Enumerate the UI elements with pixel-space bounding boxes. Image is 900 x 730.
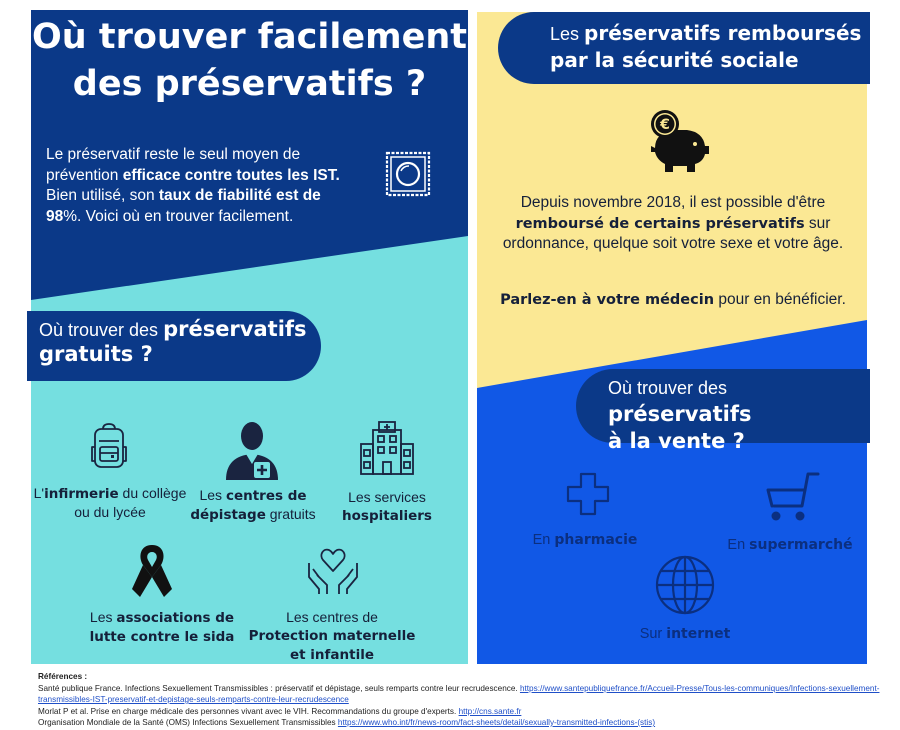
free-item-1-pre: Les xyxy=(199,487,226,503)
rembourse-call-to-action xyxy=(488,290,858,310)
page-title-line2: des préservatifs ? xyxy=(72,64,427,104)
vente-item-2-pre: Sur xyxy=(639,626,667,642)
piggy-bank-euro-icon xyxy=(647,106,711,176)
vente-item-1-bold: supermarché xyxy=(749,537,853,553)
free-heading-part1: Où trouver des xyxy=(39,320,164,340)
condom-package-icon xyxy=(385,151,431,197)
free-item-0-bold: infirmerie xyxy=(44,486,119,502)
rembourse-text-part1: Depuis novembre 2018, il est possible d'être xyxy=(520,194,826,211)
rembourse-text-bold: remboursé de certains préservatifs xyxy=(515,215,805,232)
intro-text xyxy=(46,145,346,227)
vente-item-1-pre: En xyxy=(727,537,750,553)
intro-bold2: taux de fiabilité est de 98 xyxy=(46,187,321,225)
free-item-3-bold: associations de lutte contre le sida xyxy=(89,610,235,645)
free-item-0-pre: L' xyxy=(33,485,45,501)
rembourse-section-heading xyxy=(498,12,870,84)
free-item-4-bold: Protection maternelle et infantile xyxy=(248,628,416,663)
free-item-1-bold: centres de dépistage xyxy=(190,488,307,523)
vente-item-0-pre: En xyxy=(532,532,555,548)
pharmacy-cross-icon xyxy=(566,472,610,516)
rembourse-heading-bold2: par la sécurité sociale xyxy=(550,48,799,72)
vente-item-internet xyxy=(630,626,740,642)
reference-1 xyxy=(38,683,888,706)
free-item-2-pre: Les services xyxy=(348,489,426,505)
vente-item-pharmacie xyxy=(530,532,640,548)
page-title-line1: Où trouver facilement xyxy=(32,17,467,57)
free-item-hospitaliers xyxy=(320,488,454,525)
rembourse-cta-rest: pour en bénéficier. xyxy=(714,291,846,308)
free-item-pmi xyxy=(246,608,418,664)
vente-heading-bold1: préservatifs xyxy=(608,402,752,426)
reference-3 xyxy=(38,717,888,729)
doctor-icon xyxy=(224,420,280,482)
free-heading-bold2: gratuits ? xyxy=(39,342,153,366)
vente-heading-part1: Où trouver des xyxy=(608,378,728,398)
free-item-associations xyxy=(88,608,236,646)
free-item-2-bold: hospitaliers xyxy=(342,508,432,524)
vente-item-2-bold: internet xyxy=(666,626,731,642)
intro-part3: %. Voici où en trouver facilement. xyxy=(63,207,294,225)
vente-item-0-bold: pharmacie xyxy=(554,532,638,548)
free-section-heading xyxy=(27,311,321,381)
reference-3-link[interactable]: https://www.who.int/fr/news-room/fact-sheets/detail/sexually-transmitted-infections-(stis) xyxy=(337,718,656,727)
vente-item-supermarche xyxy=(722,537,858,553)
intro-part2: Bien utilisé, son xyxy=(46,187,159,204)
reference-3-text: Organisation Mondiale de la Santé (OMS) Infections Sexuellement Transmissibles xyxy=(38,718,338,727)
references xyxy=(38,671,888,729)
rembourse-heading-bold1: préservatifs remboursés xyxy=(584,21,862,45)
free-item-infirmerie xyxy=(30,484,190,521)
references-heading: Références : xyxy=(38,672,88,681)
reference-2 xyxy=(38,706,888,718)
backpack-icon xyxy=(91,423,127,469)
reference-2-text: Morlat P et al. Prise en charge médicale des personnes vivant avec le VIH. Recommandations du groupe d'experts. xyxy=(38,706,459,716)
reference-2-link[interactable]: http://cns.sante.fr xyxy=(458,706,522,716)
rembourse-cta-bold: Parlez-en à votre médecin xyxy=(500,292,715,308)
intro-part1: Le préservatif reste le seul moyen de prévention xyxy=(46,146,301,184)
svg-text:€: € xyxy=(660,117,670,133)
free-item-3-pre: Les xyxy=(89,609,117,625)
ribbon-icon xyxy=(130,543,174,599)
free-heading-bold1: préservatifs xyxy=(163,317,307,341)
vente-section-heading xyxy=(576,369,870,453)
free-item-depistage xyxy=(180,486,326,524)
intro-bold1: efficace contre toutes les IST. xyxy=(122,166,340,184)
heart-hands-icon xyxy=(305,545,361,595)
globe-icon xyxy=(654,554,716,616)
reference-1-link[interactable]: https://www.santepubliquefrance.fr/Accueil-Presse/Tous-les-communiques/Infections-sexuellement-transmissibles-IST-preservatif-et-depistage-seuls-remparts-contre-leur-recrudescence xyxy=(38,683,880,704)
free-item-1-post: gratuits xyxy=(265,506,316,522)
vente-heading-bold2: à la vente ? xyxy=(608,429,745,453)
reference-1-text: Santé publique France. Infections Sexuellement Transmissibles : préservatif et dépistage, seuls remparts contre leur recrudescence. xyxy=(38,683,520,693)
page-title xyxy=(31,14,468,108)
free-item-4-pre: Les centres de xyxy=(286,609,378,625)
rembourse-text-part2: sur ordonnance, quelque soit votre sexe et votre âge. xyxy=(502,214,844,252)
rembourse-text xyxy=(488,193,858,255)
free-item-0-post: du collège ou du lycée xyxy=(74,485,187,520)
rembourse-heading-part1: Les xyxy=(550,24,585,44)
hospital-icon xyxy=(359,420,415,476)
shopping-cart-icon xyxy=(762,470,820,526)
